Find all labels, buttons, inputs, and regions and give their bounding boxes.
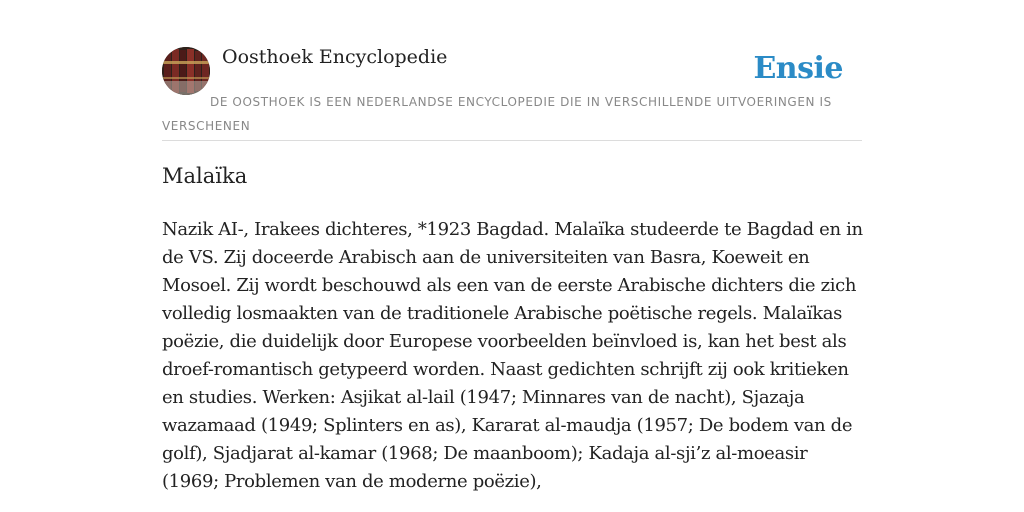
brand-logo-link[interactable]: Ensie: [753, 51, 843, 86]
article-title: Malaïka: [162, 164, 248, 188]
page: [162, 0, 863, 492]
header: [162, 0, 862, 141]
article-body: Nazik AI-, Irakees dichteres, *1923 Bagdad. Malaïka studeerde te Bagdad en in de VS. Zij doceerde Arabisch aan de universiteiten van Basra, Koeweit en Mosoel. Zij wordt beschouwd als een van de eerste Arabische dichters die zich volledig losmaakten van de traditionele Arabische poëtische regels. Malaïkas poëzie, die duidelijk door Europese voorbeelden beïnvloed is, kan het best als droef-romantisch getypeerd worden. Naast gedichten schrijft zij ook kritieken en studies. Werken: Asjikat al-lail (1947; Minnares van de nacht), Sjazaja wazamaad (1949; Splinters en as), Kararat al-maudja (1957; De bodem van de golf), Sjadjarat al-kamar (1968; De maanboom); Kadaja al-sji’z al-moeasir (1969; Problemen van de moderne poëzie),: [162, 219, 863, 492]
site-name-link[interactable]: Oosthoek Encyclopedie: [222, 46, 448, 68]
books-icon[interactable]: [162, 47, 210, 95]
site-tagline: DE OOSTHOEK IS EEN NEDERLANDSE ENCYCLOPEDIE DIE IN VERSCHILLENDE UITVOERINGEN IS VERSCHENEN: [162, 95, 832, 133]
